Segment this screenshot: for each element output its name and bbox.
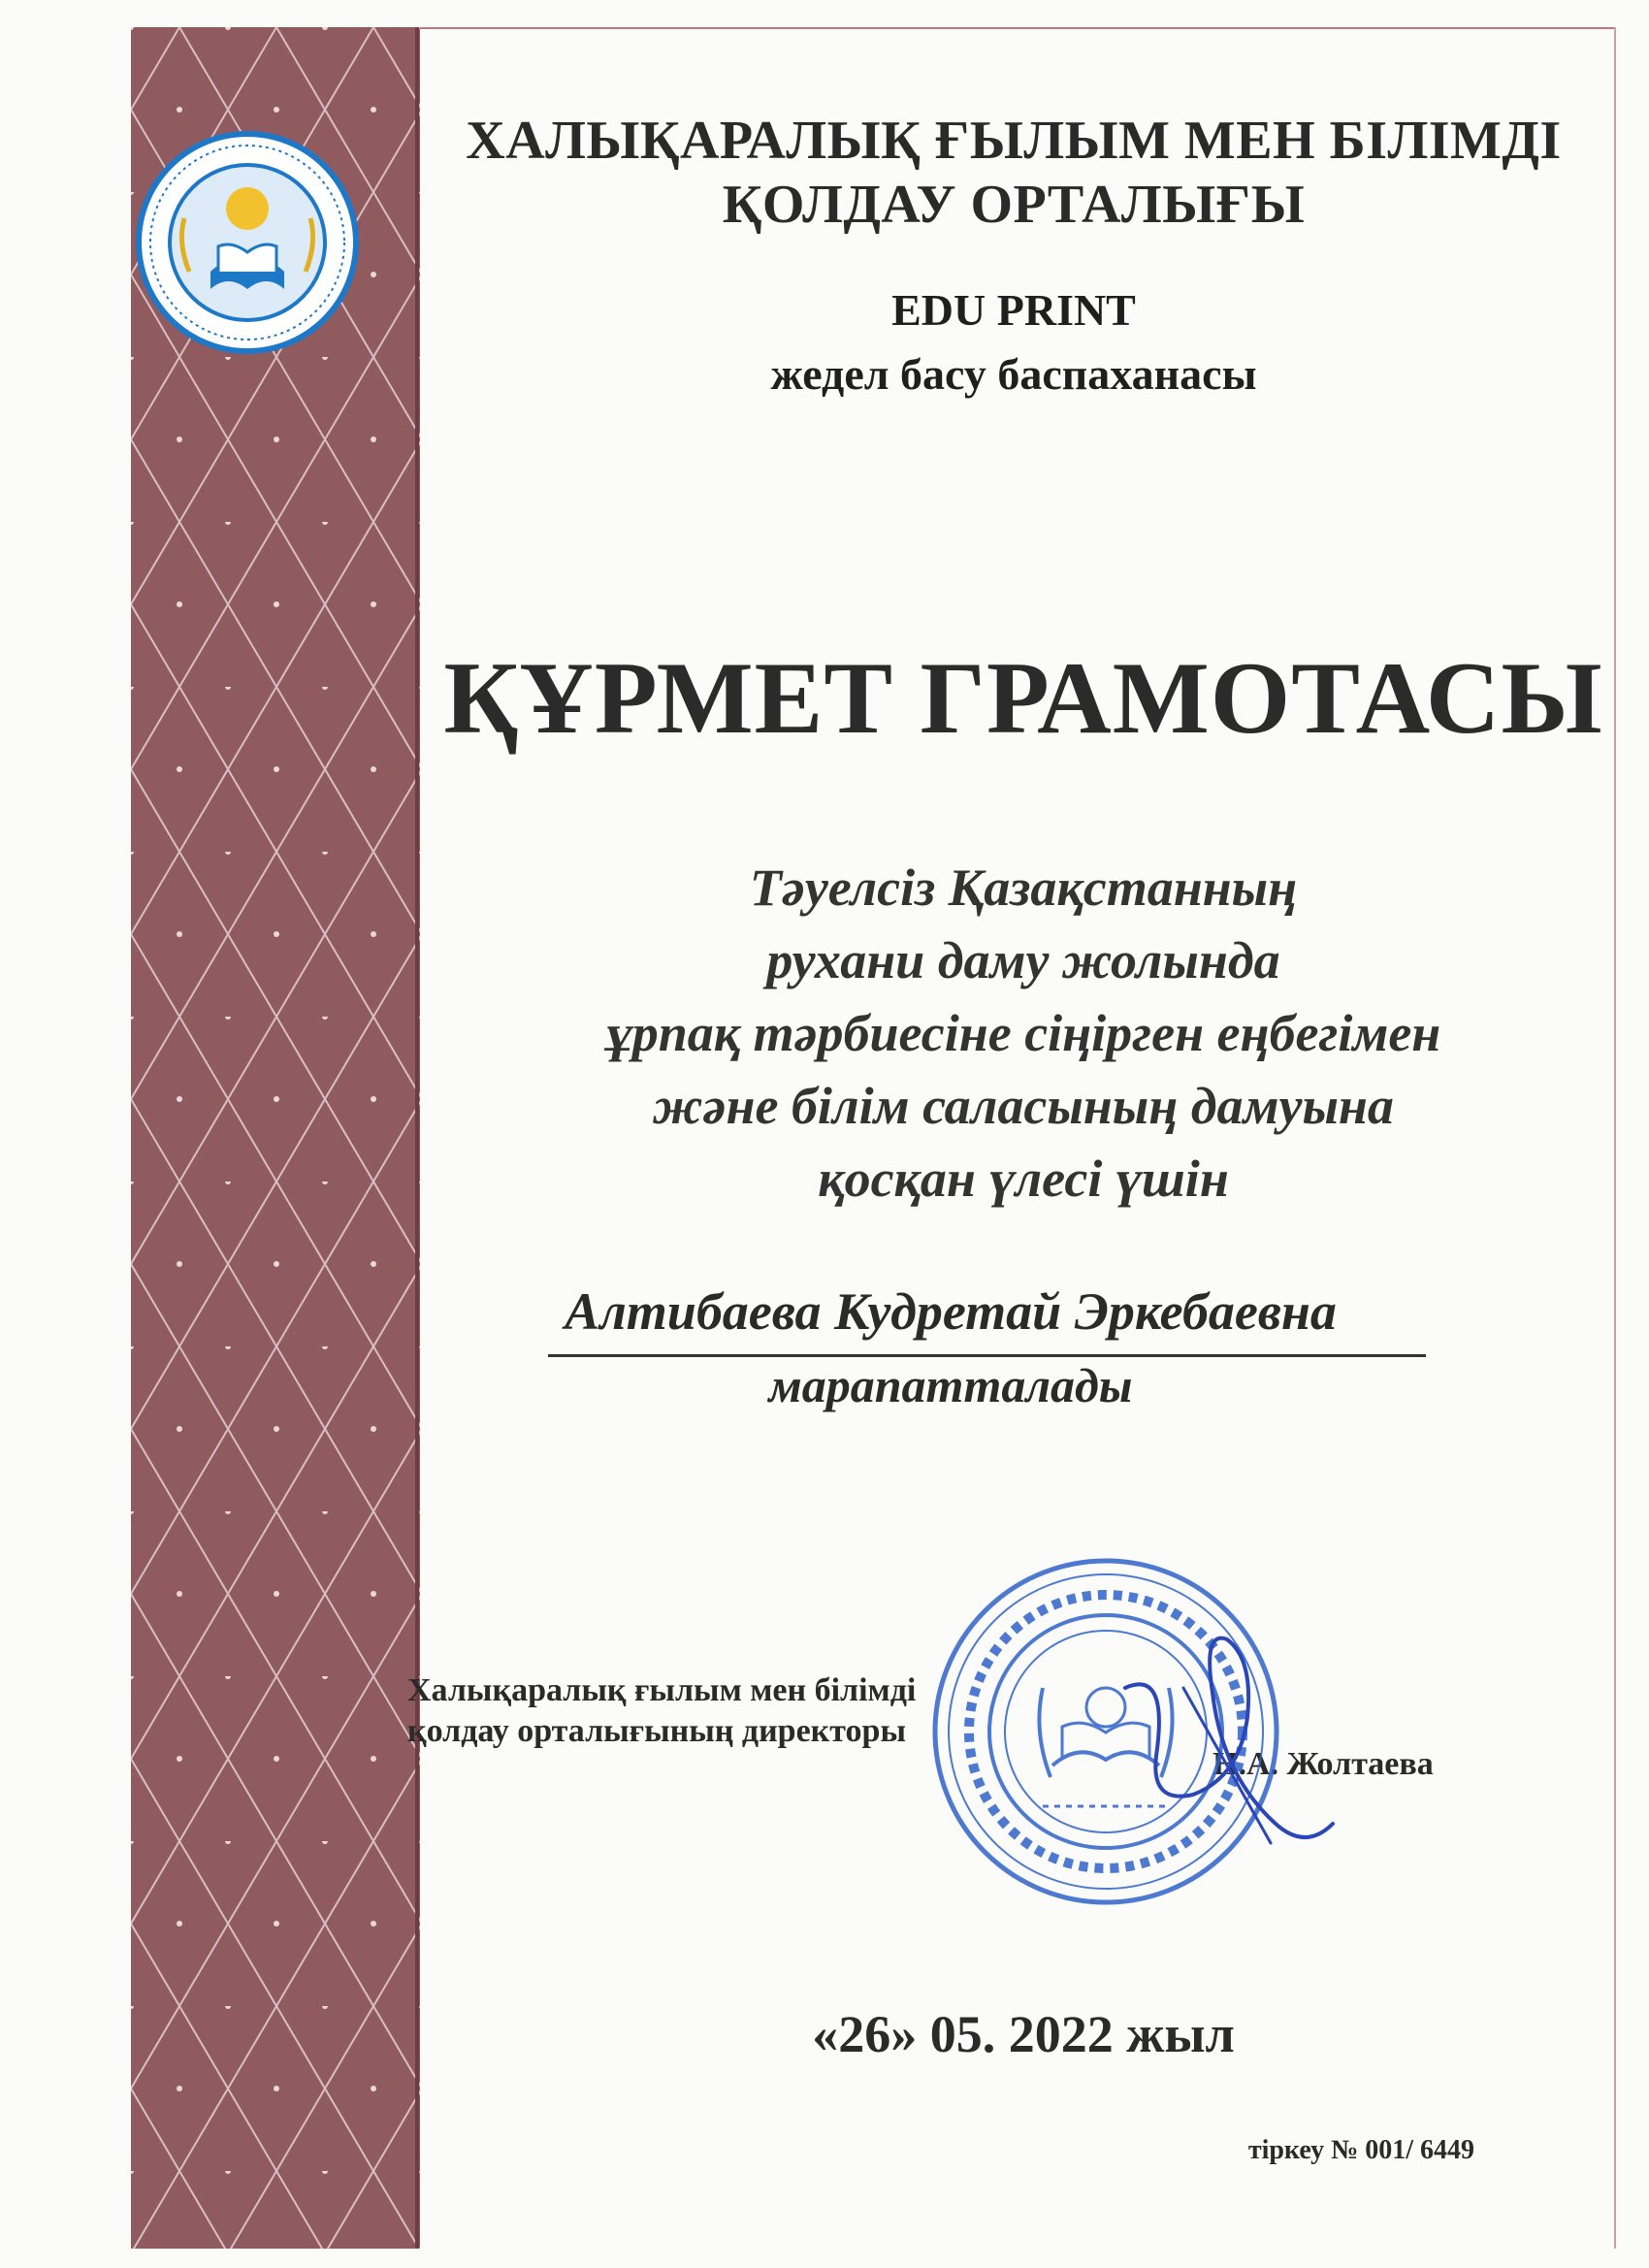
director-title-line1: Халықаралық ғылым мен білімді (407, 1672, 917, 1708)
reason-line: Тәуелсіз Қазақстанның (749, 859, 1298, 917)
recipient-name: Алтибаева Кудретай Эркебаевна (565, 1282, 1337, 1341)
handwritten-signature (1067, 1601, 1358, 1892)
director-title-line2: қолдау орталығының директоры (407, 1713, 906, 1749)
organization-title-line2: ҚОЛДАУ ОРТАЛЫҒЫ (722, 175, 1306, 235)
print-house-name: EDU PRINT (891, 285, 1136, 335)
reason-line: ұрпақ тәрбиесіне сіңірген еңбегімен (605, 1004, 1441, 1062)
lattice-pattern (131, 27, 420, 2249)
book-emblem-icon (131, 126, 364, 359)
organization-title-line1: ХАЛЫҚАРАЛЫҚ ҒЫЛЫМ МЕН БІЛІМДІ (466, 111, 1562, 171)
organization-title (427, 109, 1600, 237)
registration-number: тіркеу № 001/ 6449 (1247, 2135, 1474, 2165)
issue-date: «26» 05. 2022 жыл (812, 2005, 1235, 2063)
reason-line: қосқан үлесі үшін (818, 1150, 1229, 1208)
reason-line: рухани даму жолында (766, 931, 1280, 989)
awarded-text: марапатталады (768, 1358, 1133, 1412)
print-house-subtitle: жедел басу баспаханасы (770, 349, 1257, 399)
certificate-title: ҚҰРМЕТ ГРАМОТАСЫ (443, 641, 1603, 755)
reason-line: және білім саласының дамуына (653, 1077, 1394, 1135)
decorative-side-band (131, 27, 420, 2249)
director-name: Н.А. Жолтаева (1212, 1746, 1434, 1782)
award-reason (427, 852, 1620, 1215)
band-edge (415, 27, 419, 2249)
